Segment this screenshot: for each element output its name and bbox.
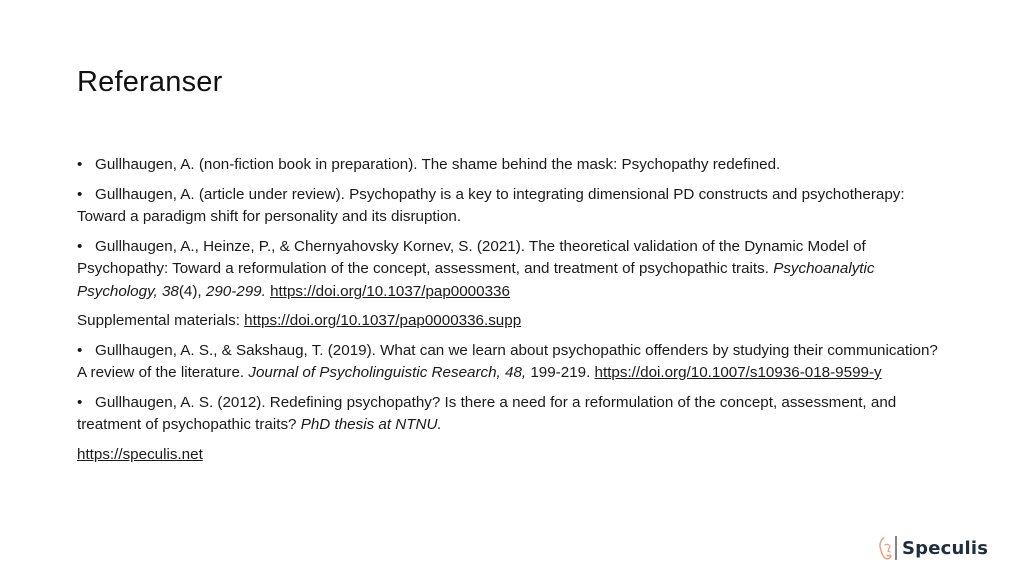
reference-text: Gullhaugen, A. (article under review). Psychopathy is a key to integrating dimensional PD constructs and psychotherapy: Toward a paradigm shift for personality and its disruption. (77, 185, 905, 225)
reference-text: Gullhaugen, A. S. (2012). Redefining psychopathy? Is there a need for a reformulation of the concept, assessment, and treatment of psychopathic traits? (77, 393, 897, 433)
reference-text: Gullhaugen, A. S., & Sakshaug, T. (2019). What can we learn about psychopathic offenders by studying their communication? A review of the literature. (77, 341, 938, 381)
reference-text: Gullhaugen, A., Heinze, P., & Chernyahovsky Kornev, S. (2021). The theoretical validation of the Dynamic Model of Psychopathy: Toward a reformulation of the concept, assessment, and treatment of psychopathic traits. (77, 237, 866, 277)
reference-source: Psychoanalytic Psychology, 38 (77, 260, 875, 300)
reference-item (77, 340, 947, 385)
reference-text: 199-219. (526, 364, 595, 381)
bullet-marker: • (77, 185, 83, 203)
reference-text: (4), (178, 282, 206, 300)
reference-link[interactable]: https://speculis.net (77, 445, 203, 463)
logo-text: Speculis (902, 537, 989, 559)
reference-list (77, 154, 947, 473)
reference-link[interactable]: https://doi.org/10.1037/pap0000336 (270, 282, 510, 300)
bullet-marker: • (77, 237, 83, 255)
reference-link[interactable]: https://doi.org/10.1007/s10936-018-9599-y (594, 364, 882, 381)
reference-source: PhD thesis at NTNU. (300, 416, 442, 433)
reference-source: 290-299. (205, 282, 266, 300)
bullet-marker: • (77, 393, 83, 411)
reference-item (77, 184, 947, 229)
reference-text: Supplemental materials: (77, 312, 245, 329)
bullet-marker: • (77, 341, 83, 359)
bullet-marker: • (77, 156, 83, 173)
reference-item (77, 310, 947, 333)
reference-item (77, 154, 947, 177)
reference-source: Journal of Psycholinguistic Research, 48, (248, 364, 527, 381)
reference-item (77, 444, 947, 467)
speculis-logo (876, 532, 988, 564)
slide-title: Referanser (77, 66, 223, 98)
reference-item (77, 392, 947, 437)
reference-item (77, 236, 947, 304)
reference-link[interactable]: https://doi.org/10.1037/pap0000336.supp (244, 312, 522, 329)
speculis-face-icon (876, 534, 902, 562)
reference-text: Gullhaugen, A. (non-fiction book in preparation). The shame behind the mask: Psychopathy redefined. (95, 156, 781, 173)
